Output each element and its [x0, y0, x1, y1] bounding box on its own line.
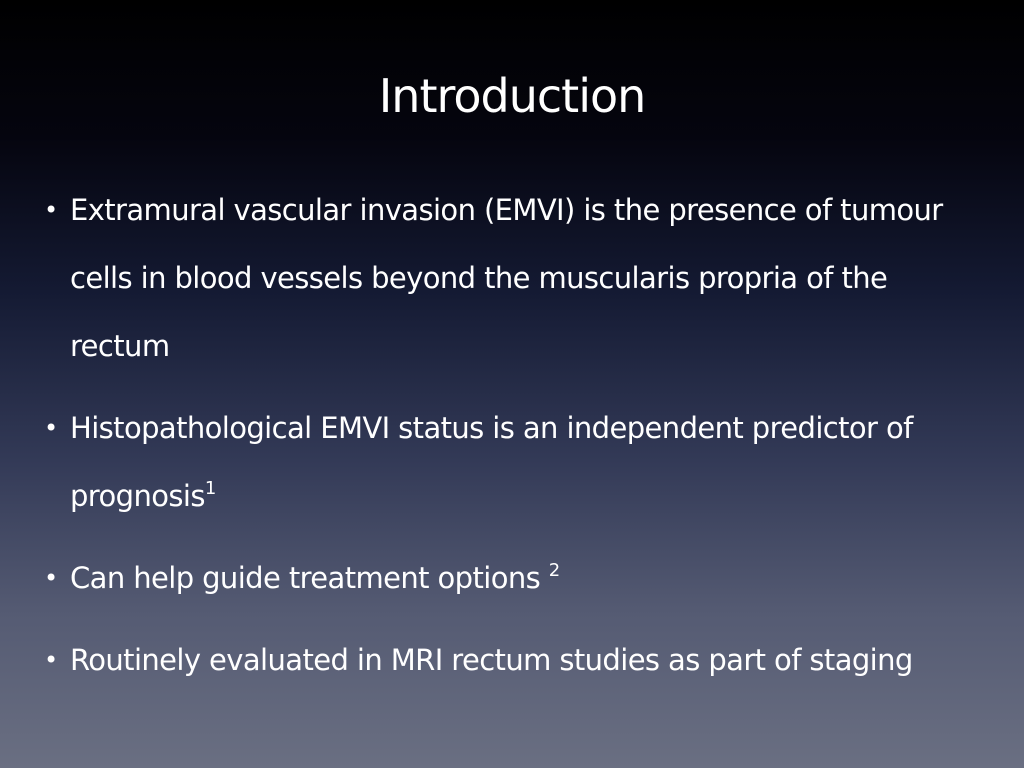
slide-title: Introduction — [378, 69, 646, 123]
bullet-dot-icon: • — [44, 646, 58, 674]
bullet-dot-icon: • — [44, 196, 58, 224]
bullet-text: Histopathological EMVI status is an independent predictor of prognosis — [70, 411, 913, 513]
citation-superscript: 2 — [548, 560, 560, 581]
citation-superscript: 1 — [204, 478, 216, 499]
bullet-text: Routinely evaluated in MRI rectum studies as part of staging — [70, 643, 913, 677]
bullet-item — [44, 626, 994, 694]
bullet-item — [44, 544, 994, 612]
bullet-item — [44, 176, 994, 380]
bullet-text: Can help guide treatment options — [70, 561, 549, 595]
bullet-dot-icon: • — [44, 564, 58, 592]
bullet-dot-icon: • — [44, 414, 58, 442]
bullet-item — [44, 394, 994, 530]
bullet-text: Extramural vascular invasion (EMVI) is the presence of tumour cells in blood vessels beyond the muscularis propria of the rectum — [70, 193, 943, 363]
bullet-list — [44, 176, 994, 708]
